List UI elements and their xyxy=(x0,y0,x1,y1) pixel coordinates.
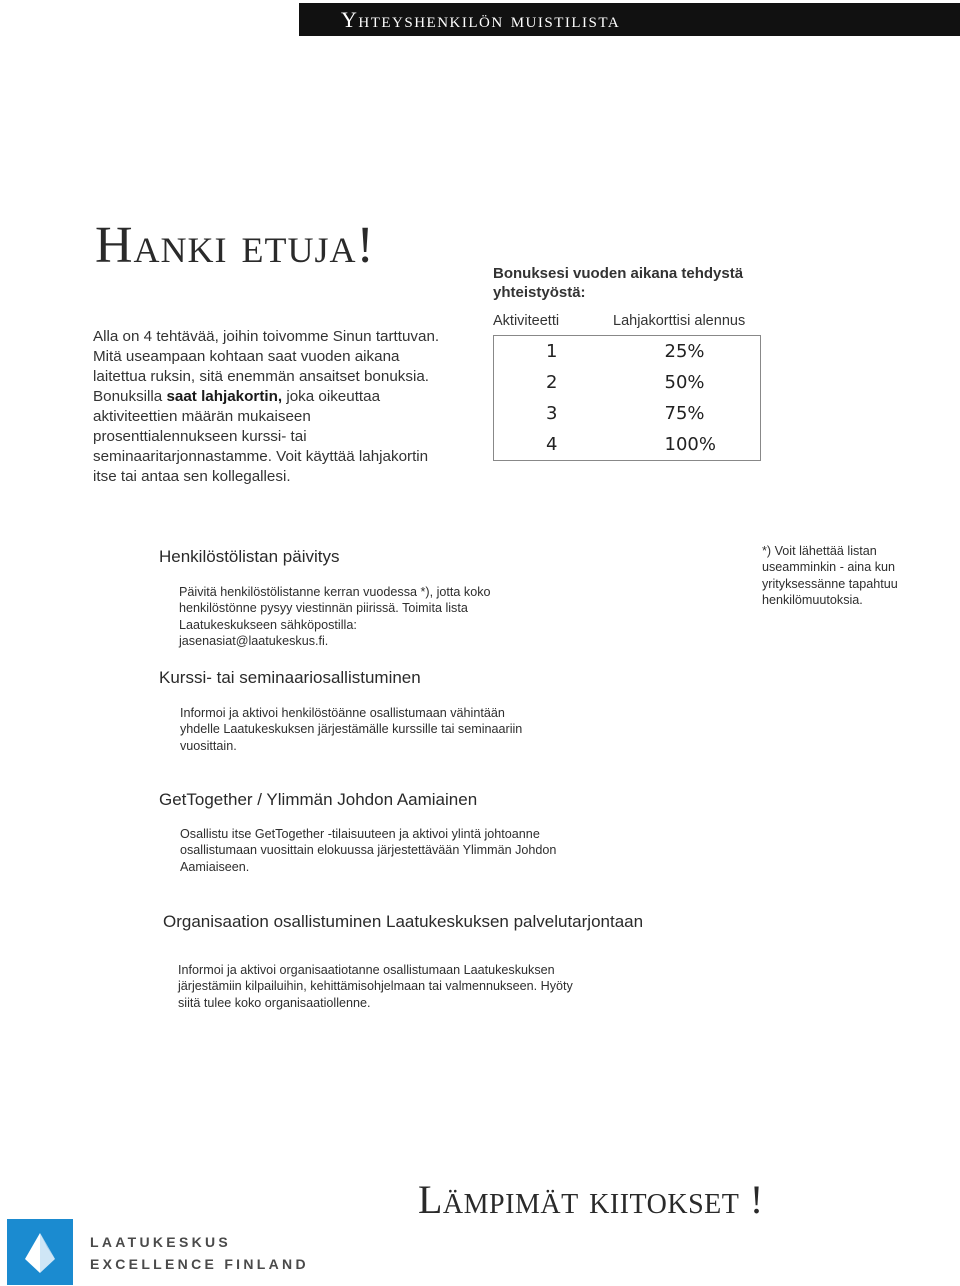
section-body-staff-list: Päivitä henkilöstölistanne kerran vuodessa *), jotta koko henkilöstönne pysyy viestinnän piirissä. Toimita lista Laatukeskukseen sähköpostilla: jasenasiat@laatukeskus.fi. xyxy=(179,585,491,648)
activity-count: 2 xyxy=(546,372,558,393)
section-title-gettogether: GetTogether / Ylimmän Johdon Aamiainen xyxy=(159,790,478,809)
bonus-heading: Bonuksesi vuoden aikana tehdystä yhteistyöstä: xyxy=(493,265,744,301)
column-header-activities: Aktiviteetti xyxy=(493,313,560,329)
section-body-gettogether: Osallistu itse GetTogether -tilaisuuteen ja aktivoi ylintä johtoanne osallistumaan vuosittain elokuussa järjestettävään Ylimmän Johdon Aamiaiseen. xyxy=(180,827,557,874)
discount-value: 75% xyxy=(664,403,705,424)
section-title-organisation: Organisaation osallistuminen Laatukeskuksen palvelutarjontaan xyxy=(163,912,644,931)
section-title-course: Kurssi- tai seminaariosallistuminen xyxy=(159,668,421,687)
intro-text-2: joka oikeuttaa aktiviteettien määrän mukaiseen prosenttialennukseen kurssi- tai seminaaritarjonnastamme. Voit käyttää lahjakortin itse tai antaa sen kollegallesi. xyxy=(93,388,429,485)
header-banner xyxy=(299,3,960,36)
section-body-organisation: Informoi ja aktivoi organisaatiotanne osallistumaan Laatukeskuksen järjestämiin kilpailuihin, kehittämisohjelmaan tai valmennukseen. Hyöty siitä tulee koko organisaatiollenne. xyxy=(178,963,573,1010)
discount-value: 100% xyxy=(664,434,716,455)
table-row xyxy=(494,367,761,398)
logo-text-line1: LAATUKESKUS xyxy=(90,1234,232,1250)
footnote: *) Voit lähettää listan useamminkin - aina kun yrityksessänne tapahtuu henkilömuutoksia. xyxy=(762,544,898,607)
table-row xyxy=(494,336,761,368)
table-row xyxy=(494,398,761,429)
logo-text-line2: EXCELLENCE FINLAND xyxy=(90,1256,309,1272)
page-title: Hanki etuja! xyxy=(95,217,375,274)
discount-value: 25% xyxy=(664,341,705,362)
banner-title: Yhteyshenkilön muistilista xyxy=(341,7,621,32)
intro-bold-text: saat lahjakortin, xyxy=(166,388,283,405)
activity-count: 3 xyxy=(546,403,558,424)
column-header-discount: Lahjakorttisi alennus xyxy=(613,313,746,329)
section-title-staff-list: Henkilöstölistan päivitys xyxy=(159,547,340,566)
activity-count: 1 xyxy=(546,341,558,362)
closing-thanks: Lämpimät kiitokset ! xyxy=(418,1177,764,1222)
discount-value: 50% xyxy=(664,372,705,393)
intro-text-1: Alla on 4 tehtävää, joihin toivomme Sinun tarttuvan. Mitä useampaan kohtaan saat vuoden aikana laitettua ruksin, sitä enemmän ansaitset bonuksia. Bonuksilla xyxy=(93,328,440,405)
bonus-table xyxy=(493,335,761,461)
intro-paragraph xyxy=(93,327,453,487)
section-body-course: Informoi ja aktivoi henkilöstöänne osallistumaan vähintään yhdelle Laatukeskuksen järjestämälle kurssille tai seminaariin vuosittain. xyxy=(180,706,523,753)
laatukeskus-logo-icon xyxy=(7,1219,73,1285)
activity-count: 4 xyxy=(546,434,558,455)
table-row xyxy=(494,429,761,461)
